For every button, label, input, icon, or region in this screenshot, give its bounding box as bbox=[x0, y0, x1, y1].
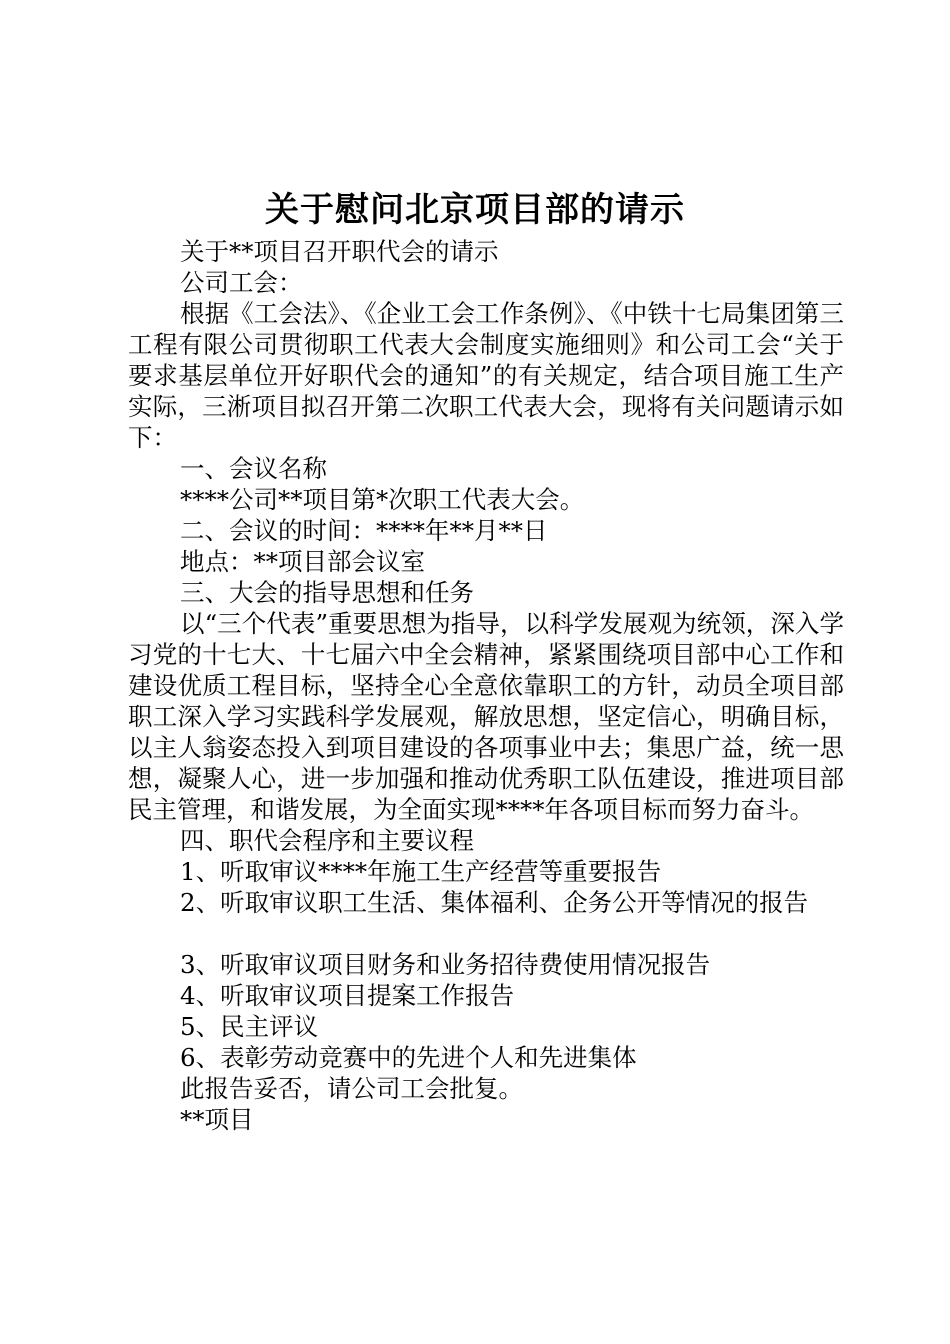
agenda-item-1: 1、听取审议****年施工生产经营等重要报告 bbox=[180, 857, 662, 886]
paragraph-location: 地点：**项目部会议室 bbox=[180, 547, 425, 576]
paragraph-basis: 根据《工会法》、《企业工会工作条例》、《中铁十七局集团第三工程有限公司贯彻职工代表大会制度实施细则》和公司工会“关于要求基层单位开好职代会的通知”的有关规定，结合项目施工生产实际，三淅项目拟召开第二次职工代表大会，现将有关问题请示如下： bbox=[128, 299, 844, 452]
heading-agenda: 四、职代会程序和主要议程 bbox=[180, 826, 474, 855]
agenda-item-4: 4、听取审议项目提案工作报告 bbox=[180, 981, 515, 1010]
document-title: 关于慰问北京项目部的请示 bbox=[265, 190, 685, 230]
agenda-item-6: 6、表彰劳动竞赛中的先进个人和先进集体 bbox=[180, 1043, 637, 1072]
paragraph-meeting-name: ****公司**项目第*次职工代表大会。 bbox=[180, 485, 585, 514]
paragraph-closing: 此报告妥否，请公司工会批复。 bbox=[180, 1074, 523, 1103]
agenda-item-3: 3、听取审议项目财务和业务招待费使用情况报告 bbox=[180, 950, 711, 979]
heading-meeting-time: 二、会议的时间：****年**月**日 bbox=[180, 516, 548, 545]
document-body bbox=[128, 236, 844, 1135]
paragraph-signature: **项目 bbox=[180, 1105, 254, 1134]
agenda-item-5: 5、民主评议 bbox=[180, 1012, 319, 1041]
heading-meeting-name: 一、会议名称 bbox=[180, 454, 327, 483]
paragraph-subject: 关于**项目召开职代会的请示 bbox=[180, 237, 499, 266]
agenda-item-2: 2、听取审议职工生活、集体福利、企务公开等情况的报告 bbox=[180, 888, 809, 917]
paragraph-addressee: 公司工会： bbox=[180, 268, 303, 297]
paragraph-guiding-thought: 以“三个代表”重要思想为指导，以科学发展观为统领，深入学习党的十七大、十七届六中全会精神，紧紧围绕项目部中心工作和建设优质工程目标，坚持全心全意依靠职工的方针，动员全项目部职工深入学习实践科学发展观，解放思想，坚定信心，明确目标，以主人翁姿态投入到项目建设的各项事业中去；集思广益，统一思想，凝聚人心，进一步加强和推动优秀职工队伍建设，推进项目部民主管理，和谐发展，为全面实现****年各项目标而努力奋斗。 bbox=[128, 609, 844, 824]
heading-guiding-thought: 三、大会的指导思想和任务 bbox=[180, 578, 474, 607]
